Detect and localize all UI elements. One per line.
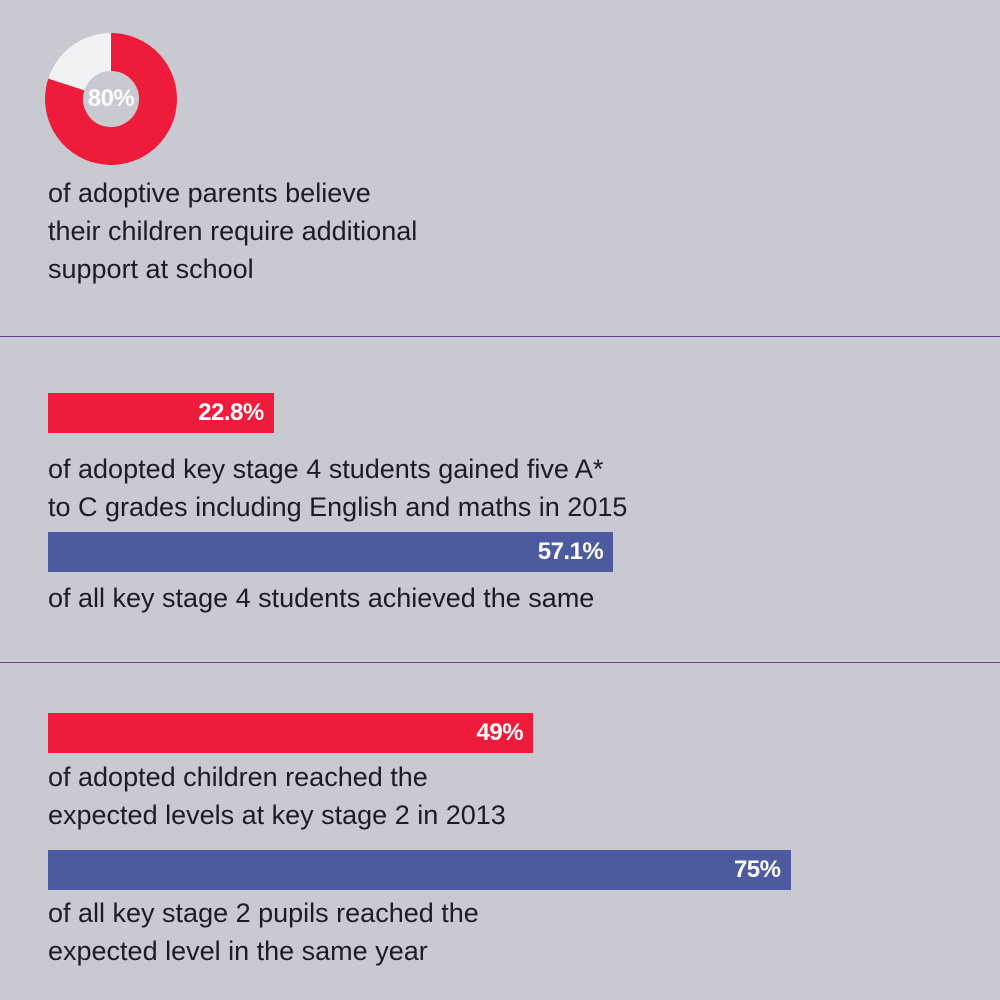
caption-line: of adoptive parents believe	[48, 178, 371, 208]
section-divider	[0, 336, 1000, 337]
caption-line: of all key stage 4 students achieved the same	[48, 583, 595, 613]
bar-all-ks2	[48, 850, 791, 890]
bar-adopted-ks2	[48, 713, 533, 753]
bar-adopted-ks4-caption	[48, 450, 627, 526]
donut-value-label: 80%	[87, 85, 135, 112]
caption-line: to C grades including English and maths in 2015	[48, 492, 628, 522]
bar-value-label: 49%	[476, 719, 524, 746]
section-divider	[0, 662, 1000, 663]
donut-caption	[48, 174, 417, 288]
caption-line: support at school	[48, 254, 254, 284]
caption-line: expected levels at key stage 2 in 2013	[48, 800, 506, 830]
caption-line: of adopted children reached the	[48, 762, 428, 792]
bar-all-ks4-caption	[48, 579, 594, 617]
bar-all-ks2-caption	[48, 894, 479, 970]
bar-value-label: 22.8%	[198, 399, 264, 426]
bar-value-label: 57.1%	[537, 538, 604, 565]
bar-adopted-ks2-caption	[48, 758, 506, 834]
caption-line: expected level in the same year	[48, 936, 428, 966]
caption-line: of all key stage 2 pupils reached the	[48, 898, 479, 928]
caption-line: their children require additional	[48, 216, 418, 246]
bar-value-label: 75%	[733, 856, 781, 883]
bar-adopted-ks4	[48, 393, 274, 433]
bar-all-ks4	[48, 532, 613, 572]
caption-line: of adopted key stage 4 students gained five A*	[48, 454, 604, 484]
